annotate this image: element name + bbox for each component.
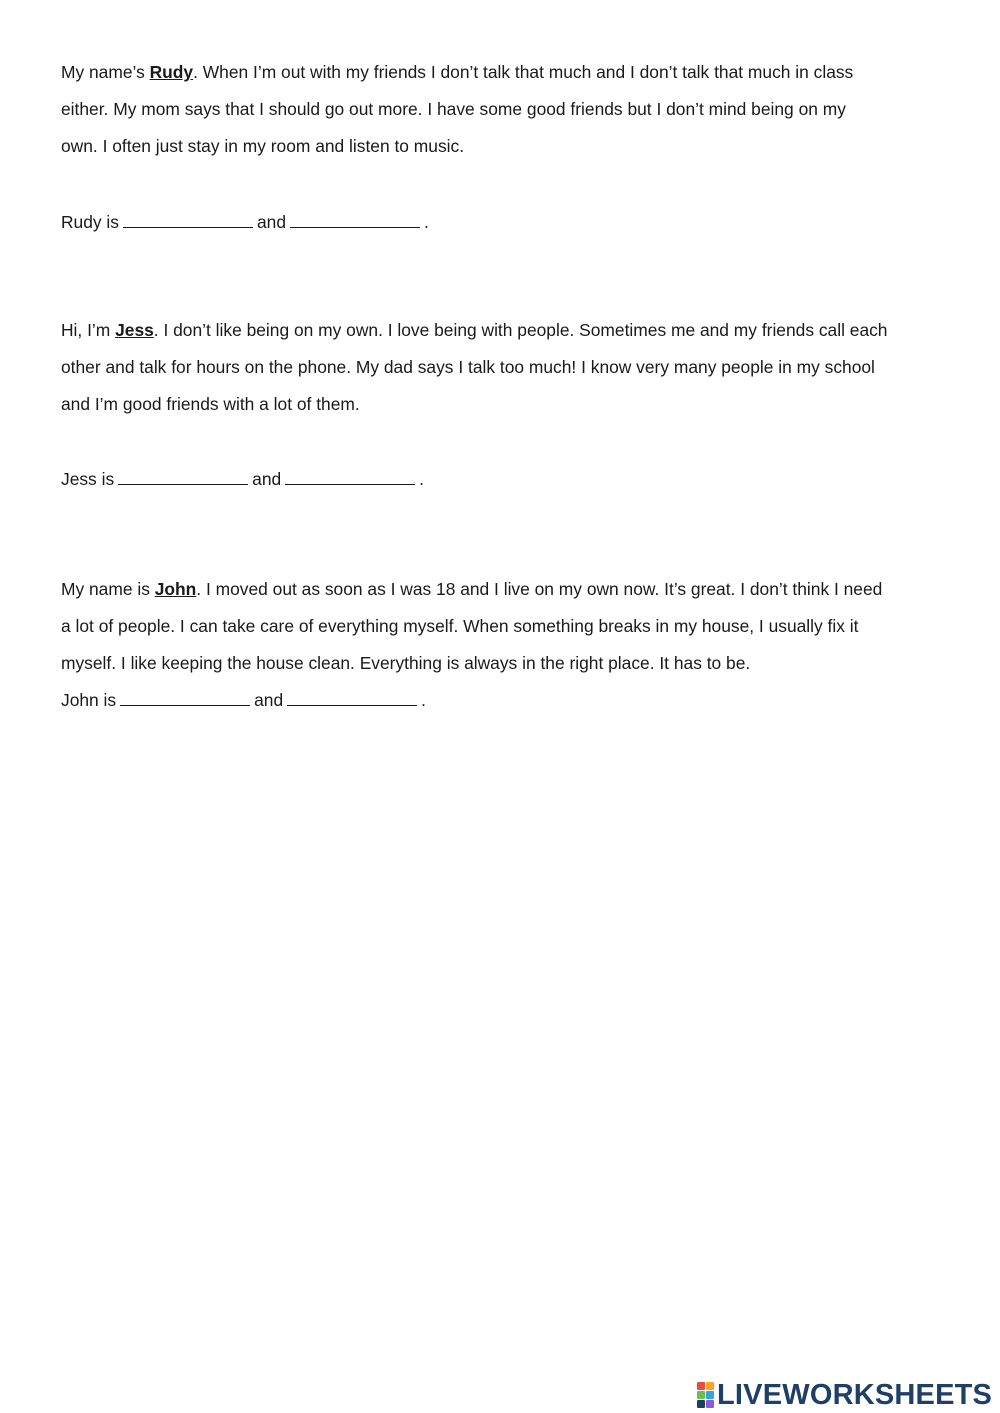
paragraph-line: Hi, I’m Jess. I don’t like being on my own. I love being with people. Sometimes me and my friends call each	[61, 320, 888, 340]
answer-connector: and	[254, 690, 284, 710]
answer-subject: Rudy is	[61, 212, 119, 232]
paragraph-line: either. My mom says that I should go out more. I have some good friends but I don’t mind being on my	[61, 98, 846, 119]
logo-block	[697, 1391, 705, 1399]
blank-input-rudy-1[interactable]	[123, 209, 253, 228]
answer-end: .	[419, 469, 425, 489]
answer-line-rudy	[61, 209, 429, 234]
paragraph-rudy	[61, 54, 941, 164]
answer-line-jess	[61, 466, 424, 491]
paragraph-line: My name’s Rudy. When I’m out with my friends I don’t talk that much and I don’t talk that much in class	[61, 62, 854, 82]
logo-block	[706, 1400, 714, 1408]
logo-block	[697, 1400, 705, 1408]
answer-connector: and	[257, 212, 287, 232]
blank-input-rudy-2[interactable]	[290, 209, 420, 228]
paragraph-line: other and talk for hours on the phone. My dad says I talk too much! I know very many people in my school	[61, 356, 875, 377]
paragraph-line: own. I often just stay in my room and listen to music.	[61, 135, 465, 156]
character-name-jess: Jess	[115, 320, 154, 340]
blank-input-jess-2[interactable]	[285, 466, 415, 485]
blank-input-john-2[interactable]	[287, 687, 417, 706]
answer-connector: and	[252, 469, 282, 489]
paragraph-line: a lot of people. I can take care of everything myself. When something breaks in my house, I usually fix it	[61, 615, 859, 636]
logo-block	[706, 1391, 714, 1399]
answer-subject: John is	[61, 690, 117, 710]
liveworksheets-logo	[697, 1378, 992, 1412]
paragraph-john	[61, 571, 941, 681]
blank-input-john-1[interactable]	[120, 687, 250, 706]
character-name-john: John	[154, 579, 197, 599]
logo-text: LIVEWORKSHEETS	[717, 1378, 993, 1411]
answer-end: .	[424, 212, 429, 232]
paragraph-jess	[61, 312, 941, 422]
answer-subject: Jess is	[61, 469, 115, 489]
paragraph-line: myself. I like keeping the house clean. Everything is always in the right place. It has to be.	[61, 652, 751, 673]
paragraph-line: My name is John. I moved out as soon as I was 18 and I live on my own now. It’s great. I don’t think I need	[61, 579, 883, 599]
paragraph-line: and I’m good friends with a lot of them.	[61, 393, 360, 414]
logo-block	[697, 1382, 705, 1390]
answer-end: .	[421, 690, 426, 710]
logo-block	[706, 1382, 714, 1390]
logo-blocks-icon	[697, 1382, 714, 1408]
answer-line-john	[61, 687, 426, 712]
character-name-rudy: Rudy	[149, 62, 194, 82]
blank-input-jess-1[interactable]	[118, 466, 248, 485]
